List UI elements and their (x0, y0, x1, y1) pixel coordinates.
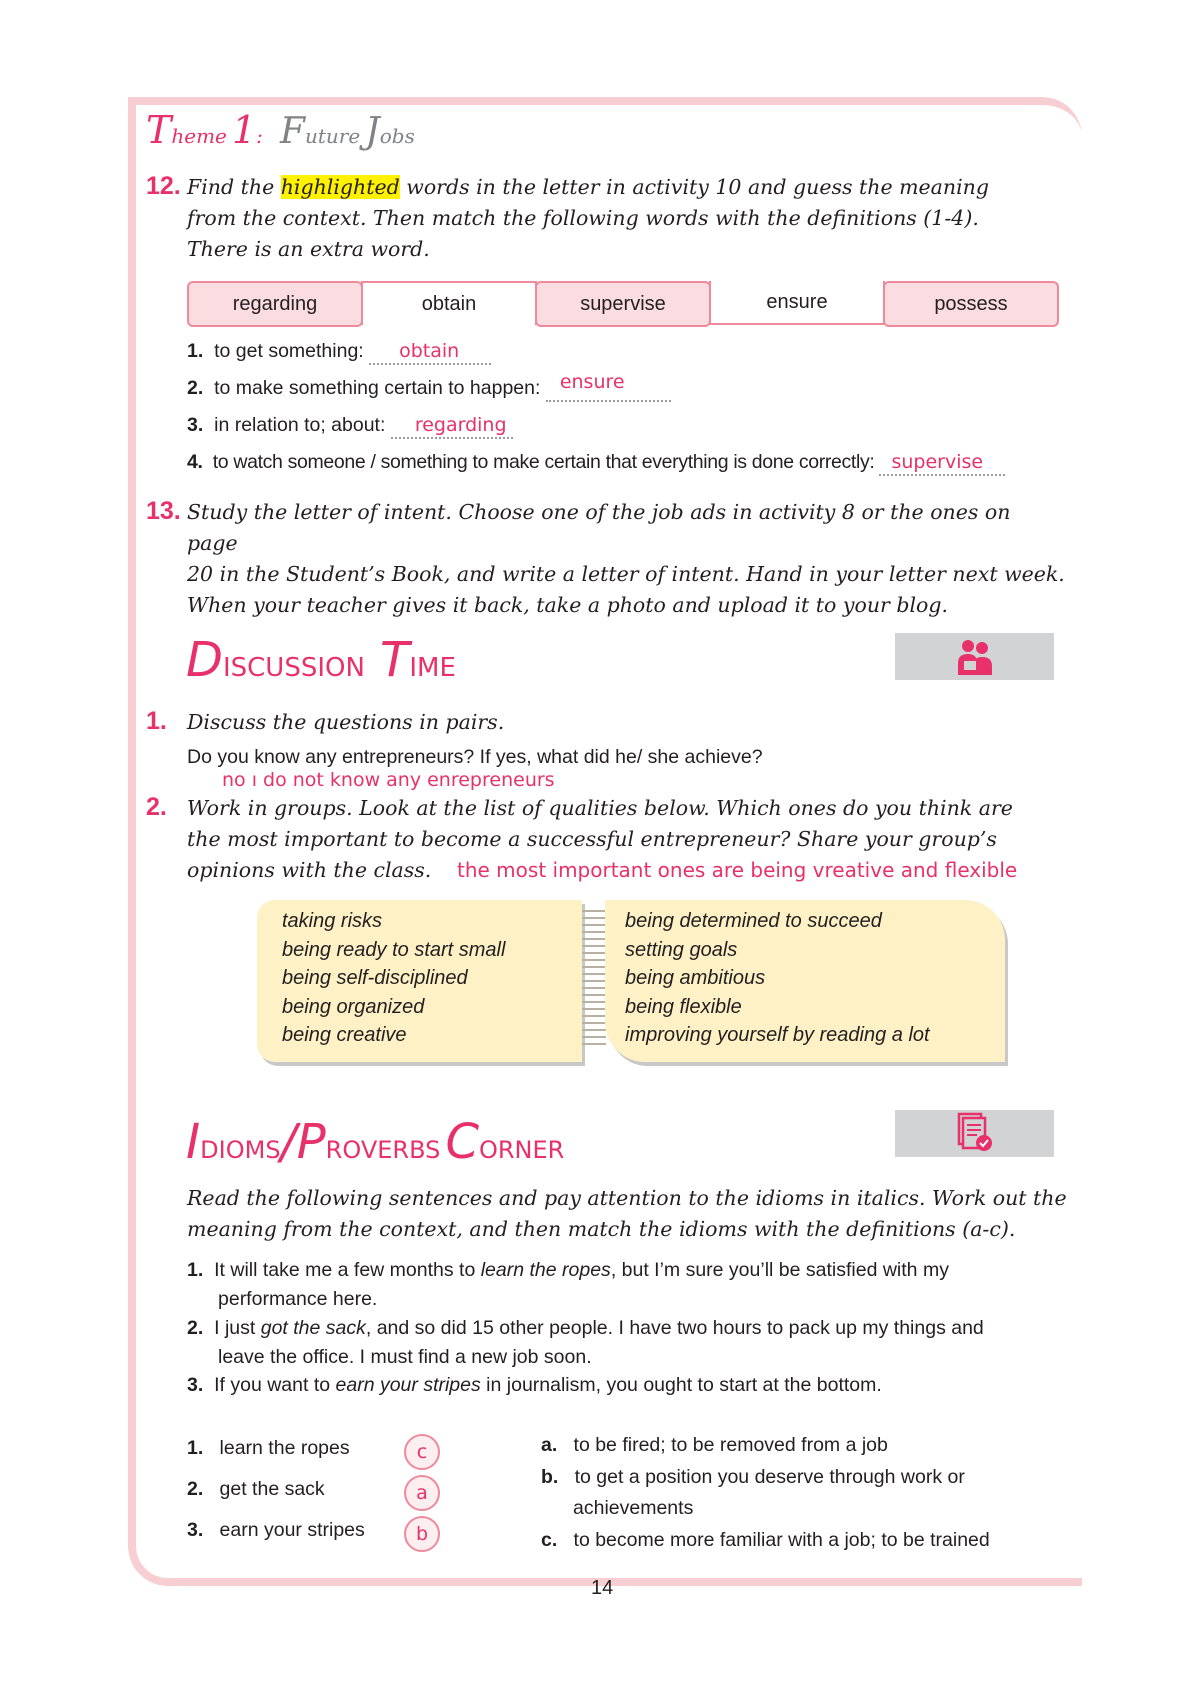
quality-item: being flexible (625, 995, 742, 1018)
theme-title (280, 111, 415, 152)
idiom-sentence (187, 1371, 1057, 1400)
sentence-post: in journalism, you ought to start at the bottom. (480, 1374, 882, 1396)
theme-header (146, 108, 415, 152)
definition-text: to become more familiar with a job; to be trained (573, 1528, 990, 1551)
answer-blank[interactable] (879, 451, 1005, 476)
discussion-time-title (186, 632, 456, 688)
title-j: J (365, 111, 380, 152)
definition-letter: b. (541, 1465, 559, 1488)
quality-item: being ambitious (625, 967, 766, 989)
instr-line3: opinions with the class. (187, 858, 432, 882)
quality-item: being self-disciplined (282, 967, 468, 989)
quality-item: being determined to succeed (625, 910, 882, 932)
title-d: D (186, 632, 223, 688)
quality-item: being organized (282, 995, 425, 1018)
definition-item (187, 340, 491, 365)
sentence-pre: If you want to (214, 1374, 336, 1396)
qualities-left-page (257, 900, 582, 1062)
exercise-12-instructions (187, 172, 1067, 265)
quality-item: improving yourself by reading a lot (625, 1024, 930, 1046)
item-text: to get something: (214, 340, 370, 362)
sentence-number: 1. (187, 1259, 204, 1281)
sentence-post: , but I’m sure you’ll be satisfied with my (610, 1259, 949, 1281)
answer-text: ensure (559, 371, 625, 393)
title-t: T (380, 632, 410, 688)
discussion-icon-bar (895, 633, 1054, 680)
idiom-sentence (187, 1314, 1067, 1371)
definition-item (187, 414, 513, 439)
title-slash: / (280, 1114, 297, 1170)
match-idiom (187, 1478, 325, 1501)
item-number: 2. (187, 377, 204, 399)
highlighted-word: highlighted (280, 175, 400, 199)
match-definition (541, 1430, 990, 1556)
quality-item: setting goals (625, 938, 738, 961)
title-i: I (186, 1114, 201, 1170)
sentence-line2: leave the office. I must find a new job soon. (218, 1345, 592, 1368)
answer-circle[interactable]: c (404, 1434, 440, 1470)
theme-word: heme (171, 124, 227, 148)
exercise-13-instructions (187, 497, 1067, 621)
quality-item: being ready to start small (282, 938, 506, 961)
answer-blank[interactable] (369, 340, 491, 365)
sentence-line2: performance here. (218, 1287, 378, 1310)
instr-line2: 20 in the Student’s Book, and write a letter of intent. Hand in your letter next week. (187, 562, 1065, 586)
answer-text: supervise (891, 451, 984, 473)
word-box-regarding: regarding (187, 281, 363, 327)
item-number: 3. (187, 414, 204, 436)
sentence-idiom: got the sack (260, 1317, 366, 1339)
match-number: 3. (187, 1519, 204, 1541)
idioms-instructions (187, 1183, 1067, 1245)
definition-item (187, 451, 1005, 476)
item-text: in relation to; about: (214, 414, 391, 436)
item-text: to make something certain to happen: (214, 377, 546, 399)
instr-line2: the most important to become a successful entrepreneur? Share your group’s (187, 827, 997, 851)
word-box-obtain: obtain (361, 281, 537, 325)
idioms-icon-bar (895, 1110, 1054, 1157)
title-iscussion: ISCUSSION (222, 653, 365, 683)
quality-item: being creative (282, 1024, 407, 1046)
sentence-post: , and so did 15 other people. I have two hours to pack up my things and (365, 1317, 984, 1339)
item-number: 4. (187, 451, 203, 473)
sentence-pre: I just (214, 1317, 261, 1339)
definition-line2: achievements (573, 1497, 694, 1519)
discussion-1-answer: no ı do not know any enrepreneurs (222, 769, 555, 791)
match-number: 1. (187, 1437, 204, 1459)
instr-line2: meaning from the context, and then match the idioms with the definitions (a-c). (187, 1217, 1016, 1241)
answer-circle[interactable]: b (404, 1516, 440, 1552)
answer-text: obtain (399, 340, 460, 362)
quality-item: taking risks (282, 910, 383, 932)
title-orner: ORNER (478, 1136, 565, 1164)
instr-line1: Study the letter of intent. Choose one of the job ads in activity 8 or the ones on page (187, 500, 1011, 555)
title-obs: obs (379, 124, 415, 148)
discussion-1-instruction: Discuss the questions in pairs. (187, 710, 505, 734)
definition-text: to be fired; to be removed from a job (573, 1434, 888, 1456)
definition-text: to get a position you deserve through work or (574, 1465, 965, 1488)
theme-colon: : (256, 124, 263, 148)
sentence-pre: It will take me a few months to (214, 1259, 481, 1281)
title-c: C (445, 1114, 479, 1170)
theme-number: 1 (231, 108, 257, 152)
title-uture: uture (305, 124, 361, 148)
qualities-left-list (282, 907, 505, 1050)
title-ime: IME (409, 653, 456, 683)
exercise-13-number: 13. (146, 497, 181, 525)
answer-circle[interactable]: a (404, 1475, 440, 1511)
discussion-1-number: 1. (146, 707, 167, 735)
instr-post: words in the letter in activity 10 and guess the meaning (399, 175, 989, 199)
answer-blank[interactable] (391, 414, 513, 439)
match-idiom-text: learn the ropes (219, 1437, 350, 1459)
match-idiom (187, 1519, 365, 1542)
word-box-supervise: supervise (535, 281, 711, 327)
discussion-2-answer: the most important ones are being vreative and flexible (457, 858, 1018, 882)
match-number: 2. (187, 1478, 204, 1500)
word-box-possess: possess (883, 281, 1059, 327)
match-idiom-text: get the sack (219, 1478, 325, 1500)
word-box-ensure: ensure (709, 281, 885, 325)
instr-pre: Find the (187, 175, 281, 199)
group-discussion-icon (955, 637, 995, 677)
instr-line1: Read the following sentences and pay attention to the idioms in italics. Work out the (187, 1186, 1067, 1210)
qualities-right-page (605, 900, 1005, 1062)
match-idiom (187, 1437, 350, 1460)
sentence-number: 2. (187, 1317, 204, 1339)
sentence-idiom: earn your stripes (335, 1374, 481, 1396)
answer-text: regarding (414, 414, 507, 436)
discussion-2-number: 2. (146, 793, 167, 821)
exercise-12-number: 12. (146, 172, 181, 200)
definition-letter: c. (541, 1528, 558, 1551)
idioms-corner-title (186, 1114, 564, 1170)
instr-line2: from the context. Then match the following words with the definitions (1-4). (187, 206, 979, 230)
title-roverbs: ROVERBS (325, 1136, 441, 1164)
qualities-right-list (625, 907, 930, 1050)
instr-line3: When your teacher gives it back, take a photo and upload it to your blog. (187, 593, 949, 617)
idiom-sentence (187, 1256, 1057, 1313)
match-idiom-text: earn your stripes (219, 1519, 365, 1541)
item-text: to watch someone / something to make certain that everything is done correctly: (212, 451, 880, 473)
discussion-1-question: Do you know any entrepreneurs? If yes, what did he/ she achieve? (187, 746, 763, 768)
theme-initial: T (146, 108, 172, 152)
title-dioms: DIOMS (200, 1136, 281, 1164)
item-number: 1. (187, 340, 204, 362)
sentence-number: 3. (187, 1374, 204, 1396)
sentence-idiom: learn the ropes (480, 1259, 611, 1281)
instr-line3: There is an extra word. (187, 237, 430, 261)
page-number: 14 (591, 1577, 614, 1599)
answer-blank[interactable] (546, 371, 671, 402)
title-f: F (280, 111, 305, 152)
document-check-icon (955, 1112, 995, 1154)
definition-item (187, 371, 671, 402)
instr-line1: Work in groups. Look at the list of qualities below. Which ones do you think are (187, 796, 1013, 820)
title-p: P (296, 1114, 326, 1170)
definition-letter: a. (541, 1434, 558, 1456)
